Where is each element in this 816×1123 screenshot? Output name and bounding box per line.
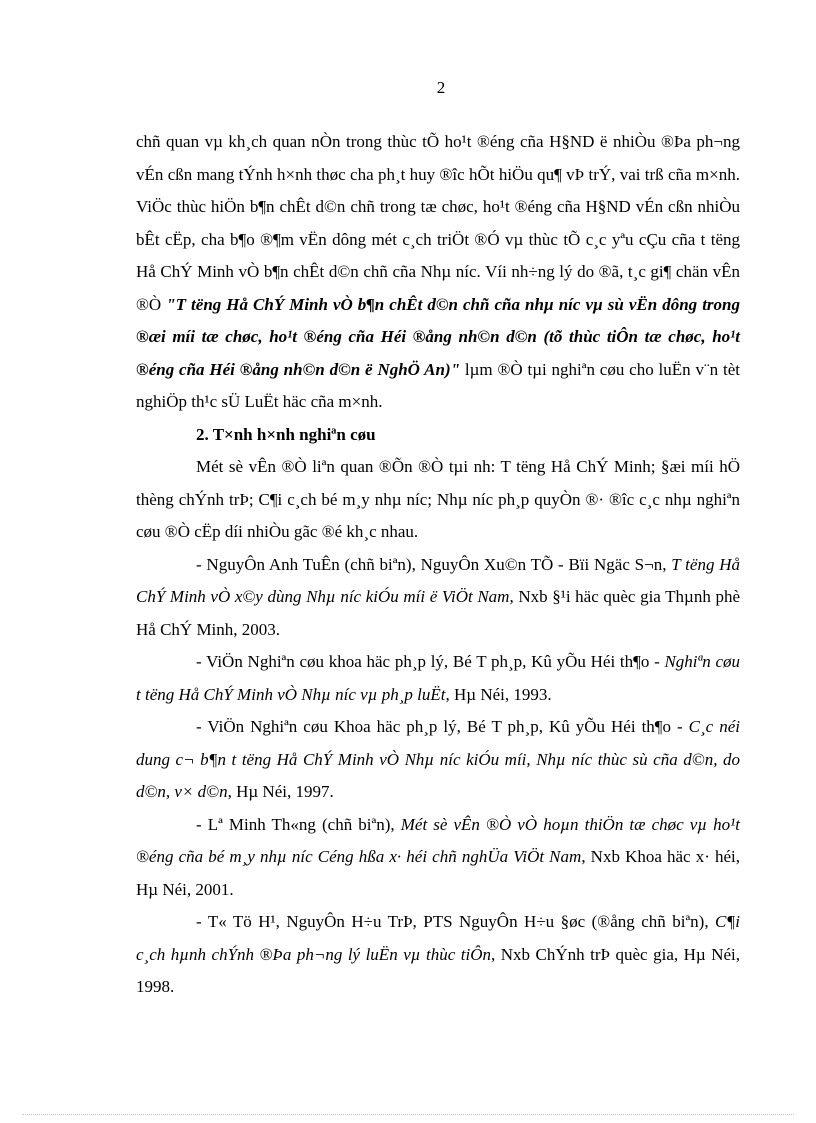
reference-authors: - NguyÔn Anh TuÊn (chñ biªn), NguyÔn Xu©n TÕ - Bïi Ngäc S¬n, [196, 554, 672, 574]
reference-authors: - ViÖn Nghiªn cøu khoa häc ph¸p lý, Bé T ph¸p, Kû yÕu Héi th¶o - [196, 652, 665, 671]
intro-text-end: lµm ®Ò tµi nghiªn cøu cho luËn v¨n tèt nghiÖp th¹c sÜ LuËt häc cña m×nh. [136, 359, 740, 411]
reference-publisher: , Nxb ChÝnh trÞ quèc gia, Hµ Néi, 1998. [136, 944, 740, 996]
reference-title: T tëng Hå ChÝ Minh vÒ x©y dùng Nhµ níc kiÓu míi ë ViÖt Nam [136, 554, 740, 606]
reference-publisher: , Nxb §¹i häc quèc gia Thµnh phè Hå ChÝ Minh, 2003. [136, 587, 740, 639]
reference-authors: - T« Tö H¹, NguyÔn H÷u TrÞ, PTS NguyÔn H÷u §øc (®ång chñ biªn), [196, 912, 716, 931]
document-body [136, 126, 740, 1004]
reference-item [136, 809, 740, 907]
intro-text: chñ quan vµ kh¸ch quan nÒn trong thùc tÕ ho¹t ®éng cña H§ND ë nhiÒu ®Þa ph¬ng vÉn cßn mang tÝnh h×nh thøc cha ph¸t huy ®îc hÕt hiÖu qu¶ vÞ trÝ, vai trß cña m×nh. ViÖc thùc hiÖn b¶n chÊt d©n chñ trong tæ chøc, ho¹t ®éng cña H§ND vÉn cßn nhiÒu bÊt cËp, cha b¶o ®¶m vËn dông mét c¸ch triÖt ®Ó vµ thùc tÕ c¸c yªu cÇu cña t tëng Hå ChÝ Minh vÒ b¶n chÊt d©n chñ cña Nhµ níc. Víi nh÷ng lý do ®ã, t¸c gi¶ chän vÊn ®Ò [136, 132, 740, 314]
page-number: 2 [436, 78, 446, 97]
section-lead-paragraph: Mét sè vÊn ®Ò liªn quan ®Õn ®Ò tµi nh: T tëng Hå ChÝ Minh; §æi míi hÖ thèng chÝnh trÞ; C¶i c¸ch bé m¸y nhµ níc; Nhµ níc ph¸p quyÒn ®· ®îc c¸c nhµ nghiªn cøu ®Ò cËp díi nhiÒu gãc ®é kh¸c nhau. [136, 457, 740, 541]
reference-title: C¸c néi dung c¬ b¶n t tëng Hå ChÝ Minh vÒ Nhµ níc kiÓu míi, Nhµ níc thùc sù cña d©n, do d©n, v× d©n [136, 717, 740, 801]
reference-authors: - ViÖn Nghiªn cøu Khoa häc ph¸p lý, Bé T ph¸p, Kû yÕu Héi th¶o - [196, 717, 689, 736]
reference-title: Nghiªn cøu t tëng Hå ChÝ Minh vÒ Nhµ níc vµ ph¸p luËt [136, 652, 740, 704]
intro-paragraph [136, 126, 740, 419]
reference-item [136, 646, 740, 711]
reference-publisher: , Nxb Khoa häc x· héi, Hµ Néi, 2001. [136, 847, 740, 899]
reference-item [136, 711, 740, 809]
page-bottom-rule [22, 1114, 794, 1115]
reference-title: C¶i c¸ch hµnh chÝnh ®Þa ph¬ng lý luËn vµ thùc tiÔn [136, 912, 740, 964]
reference-title: Mét sè vÊn ®Ò vÒ hoµn thiÖn tæ chøc vµ ho¹t ®éng cña bé m¸y nhµ níc Céng hßa x· héi chñ nghÜa ViÖt Nam [136, 814, 740, 866]
reference-item [136, 549, 740, 647]
reference-publisher: , Hµ Néi, 1993. [445, 684, 552, 704]
thesis-title: "T tëng Hå ChÝ Minh vÒ b¶n chÊt d©n chñ cña nhµ níc vµ sù vËn dông trong ®æi míi tæ chøc, ho¹t ®éng cña Héi ®ång nh©n d©n (tõ thùc tiÔn tæ chøc, ho¹t ®éng cña Héi ®ång nh©n d©n ë NghÖ An)" [136, 294, 740, 379]
reference-publisher: , Hµ Néi, 1997. [227, 782, 334, 801]
reference-item [136, 906, 740, 1004]
section-heading: 2. T×nh h×nh nghiªn cøu [196, 424, 376, 444]
reference-authors: - Lª Minh Th«ng (chñ biªn), [196, 814, 401, 834]
